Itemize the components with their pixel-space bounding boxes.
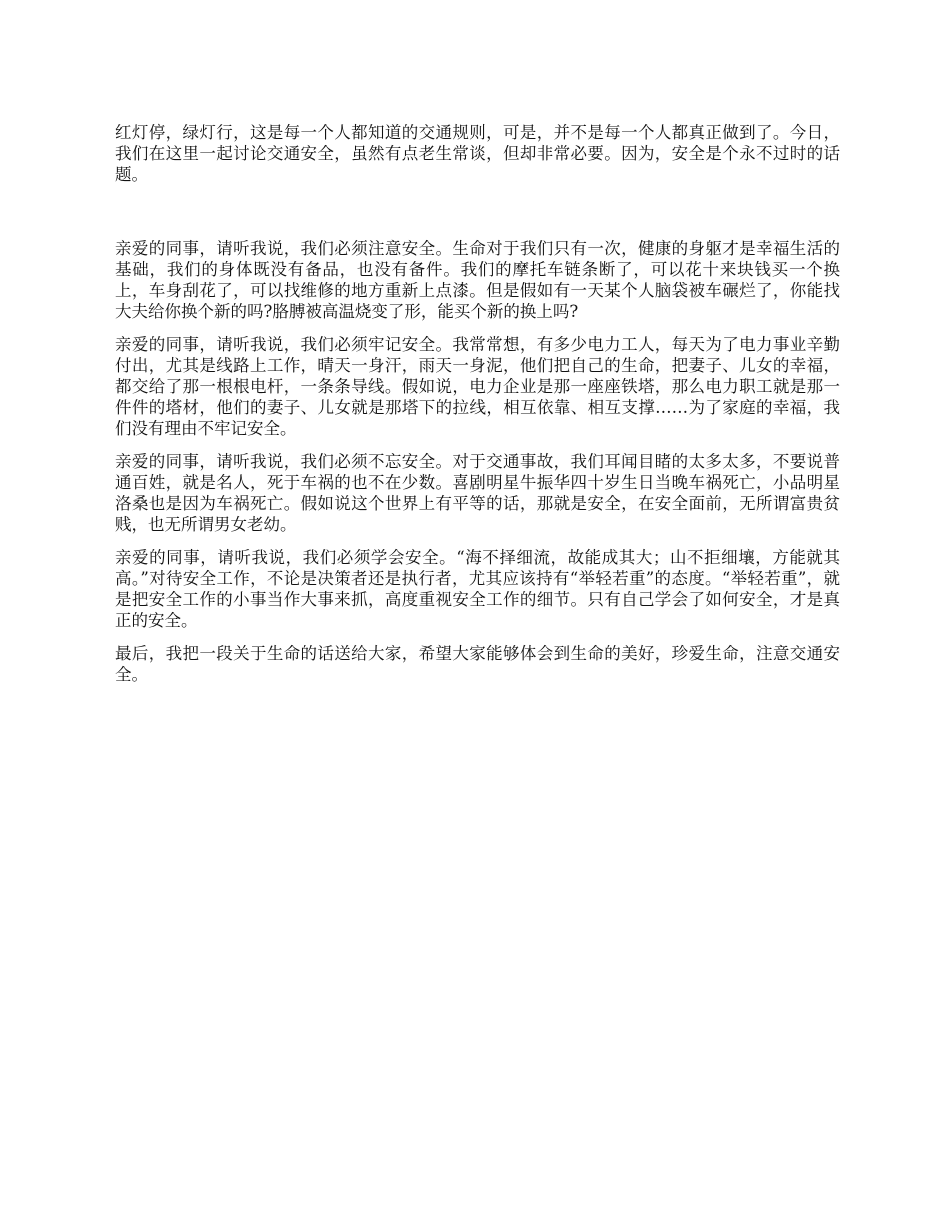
paragraph-remember-safety: 亲爱的同事，请听我说，我们必须牢记安全。我常常想，有多少电力工人，每天为了电力事业辛勤付出，尤其是线路上工作，晴天一身汗，雨天一身泥，他们把自己的生命，把妻子、儿女的幸福，都交给了那一根根电杆，一条条导线。假如说，电力企业是那一座座铁塔，那么电力职工就是那一件件的塔材，他们的妻子、儿女就是那塔下的拉线，相互依靠、相互支撑……为了家庭的幸福，我们没有理由不牢记安全。 — [115, 335, 840, 438]
document-body — [115, 122, 840, 697]
paragraph-conclusion: 最后，我把一段关于生命的话送给大家，希望大家能够体会到生命的美好，珍爱生命，注意交通安全。 — [115, 644, 840, 684]
paragraph-not-forget-safety: 亲爱的同事，请听我说，我们必须不忘安全。对于交通事故，我们耳闻目睹的太多太多，不要说普通百姓，就是名人，死于车祸的也不在少数。喜剧明星牛振华四十岁生日当晚车祸死亡，小品明星洛桑也是因为车祸死亡。假如说这个世界上有平等的话，那就是安全，在安全面前，无所谓富贵贫贱，也无所谓男女老幼。 — [115, 452, 840, 534]
paragraph-learn-safety: 亲爱的同事，请听我说，我们必须学会安全。“海不择细流，故能成其大；山不拒细壤，方能就其高。”对待安全工作，不论是决策者还是执行者，尤其应该持有“举轻若重”的态度。“举轻若重”，就是把安全工作的小事当作大事来抓，高度重视安全工作的细节。只有自己学会了如何安全，才是真正的安全。 — [115, 548, 840, 630]
paragraph-attention-safety: 亲爱的同事，请听我说，我们必须注意安全。生命对于我们只有一次，健康的身躯才是幸福生活的基础，我们的身体既没有备品，也没有备件。我们的摩托车链条断了，可以花十来块钱买一个换上，车身刮花了，可以找维修的地方重新上点漆。但是假如有一天某个人脑袋被车碾烂了，你能找大夫给你换个新的吗?胳膊被高温烧变了形，能买个新的换上吗? — [115, 239, 840, 321]
paragraph-intro: 红灯停，绿灯行，这是每一个人都知道的交通规则，可是，并不是每一个人都真正做到了。今日，我们在这里一起讨论交通安全，虽然有点老生常谈，但却非常必要。因为，安全是个永不过时的话题。 — [115, 123, 840, 184]
